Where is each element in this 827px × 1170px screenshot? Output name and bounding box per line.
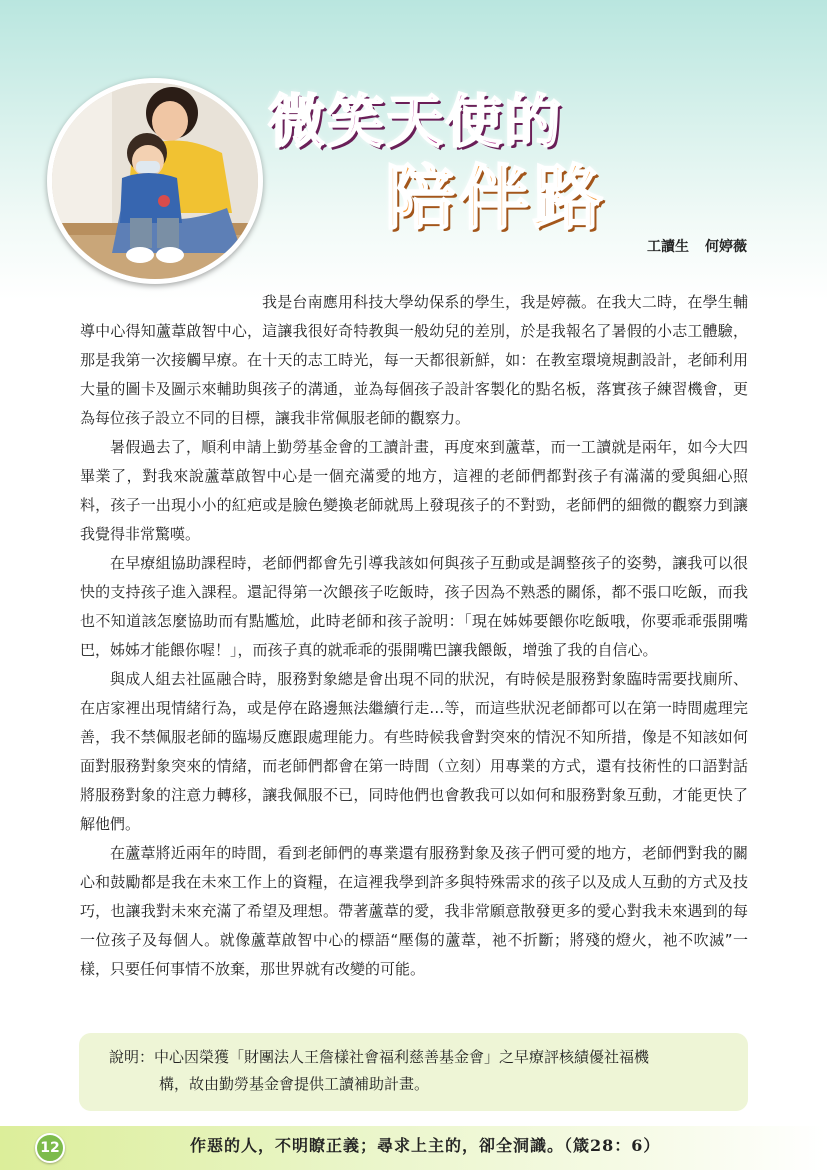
article-body — [80, 288, 748, 984]
note-line-2: 構，故由勤勞基金會提供工讀補助計畫。 — [159, 1075, 430, 1093]
note-text — [109, 1044, 729, 1098]
author-name: 何婷薇 — [705, 239, 747, 255]
paragraph-3: 在早療組協助課程時，老師們都會先引導我該如何與孩子互動或是調整孩子的姿勢，讓我可以很快的支持孩子進入課程。還記得第一次餵孩子吃飯時，孩子因為不熟悉的關係，都不張口吃飯，而我也不知道該怎麼協助而有點尷尬，此時老師和孩子說明：「現在姊姊要餵你吃飯哦，你要乖乖張開嘴巴，姊姊才能餵你喔！」，而孩子真的就乖乖的張開嘴巴讓我餵飯，增強了我的自信心。 — [80, 554, 748, 659]
paragraph-4: 與成人組去社區融合時，服務對象總是會出現不同的狀況，有時候是服務對象臨時需要找廁所、在店家裡出現情緒行為，或是停在路邊無法繼續行走…等，而這些狀況老師都可以在第一時間處理完善，我不禁佩服老師的臨場反應跟處理能力。有些時候我會對突來的情況不知所措，像是不知該如何面對服務對象突來的情緒，而老師們都會在第一時間（立刻）用專業的方式，還有技術性的口語對話將服務對象的注意力轉移，讓我佩服不已，同時他們也會教我可以如何和服務對象互動，才能更快了解他們。 — [80, 670, 748, 833]
photo-wrap-spacer — [80, 288, 262, 317]
byline — [647, 236, 747, 256]
note-line-1: 說明：中心因榮獲「財團法人王詹樣社會福利慈善基金會」之早療評核績優社福機 — [109, 1048, 650, 1066]
author-role: 工讀生 — [647, 239, 689, 255]
paragraph-1: 我是台南應用科技大學幼保系的學生，我是婷薇。在我大二時，在學生輔導中心得知蘆葦啟智中心，這讓我很好奇特教與一般幼兒的差別，於是我報名了暑假的小志工體驗，那是我第一次接觸早療。在十天的志工時光，每一天都很新鮮，如：在教室環境規劃設計，老師利用大量的圖卡及圖示來輔助與孩子的溝通，並為每個孩子設計客製化的點名板，落實孩子練習機會，更為每位孩子設立不同的目標，讓我非常佩服老師的觀察力。 — [80, 293, 748, 427]
note-box — [79, 1033, 748, 1111]
photo — [52, 83, 258, 279]
footer-verse: 作惡的人，不明瞭正義；尋求上主的，卻全洞識。（箴28：6） — [190, 1136, 661, 1155]
photo-illustration — [52, 83, 258, 279]
page-number-badge: 12 — [35, 1133, 65, 1163]
title-line-1: 微笑天使的 — [268, 89, 563, 155]
photo-frame — [47, 78, 263, 284]
title-line-2: 陪伴路 — [385, 157, 607, 239]
paragraph-5: 在蘆葦將近兩年的時間，看到老師們的專業還有服務對象及孩子們可愛的地方，老師們對我的關心和鼓勵都是我在未來工作上的資糧，在這裡我學到許多與特殊需求的孩子以及成人互動的方式及技巧，也讓我對未來充滿了希望及理想。帶著蘆葦的愛，我非常願意散發更多的愛心對我未來遇到的每一位孩子及每個人。就像蘆葦啟智中心的標語“壓傷的蘆葦，祂不折斷；將殘的燈火，祂不吹滅”一樣，只要任何事情不放棄，那世界就有改變的可能。 — [80, 844, 748, 978]
paragraph-2: 暑假過去了，順利申請上勤勞基金會的工讀計畫，再度來到蘆葦，而一工讀就是兩年，如今大四畢業了，對我來說蘆葦啟智中心是一個充滿愛的地方，這裡的老師們都對孩子有滿滿的愛與細心照料，孩子一出現小小的紅疤或是臉色變換老師就馬上發現孩子的不對勁，老師們的細微的觀察力到讓我覺得非常驚嘆。 — [80, 438, 748, 543]
